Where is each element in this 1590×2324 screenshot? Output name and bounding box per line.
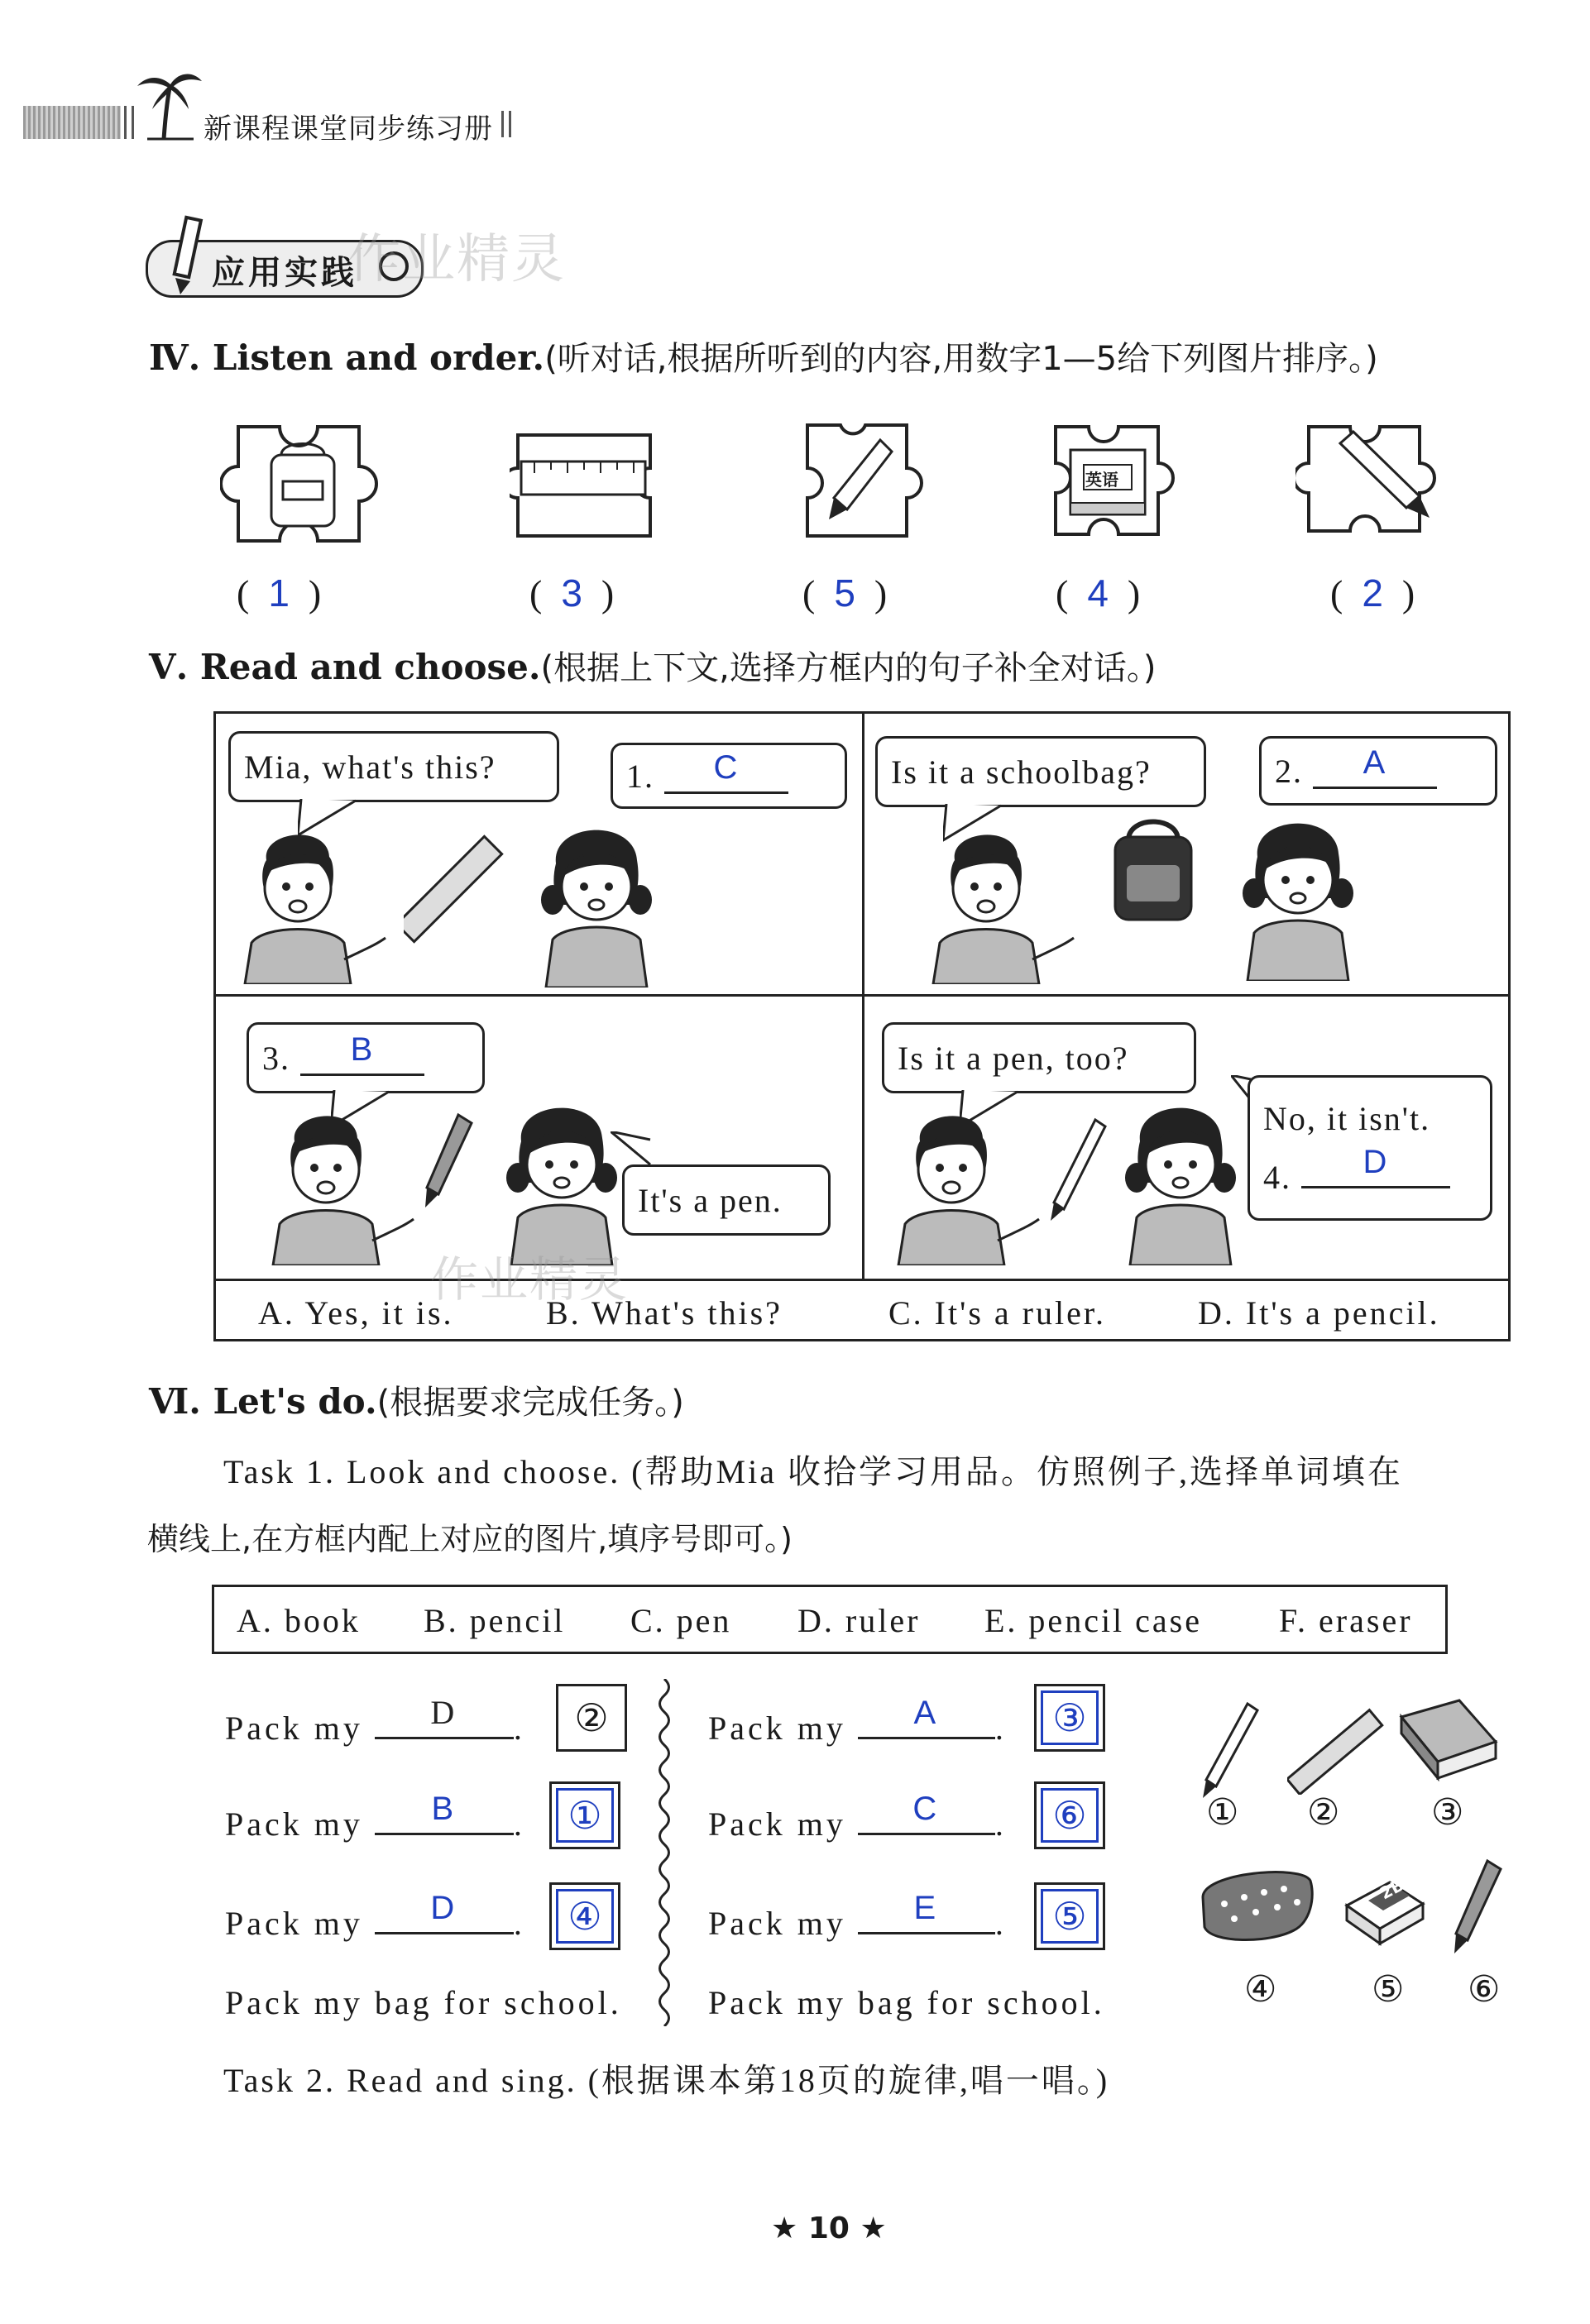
task2-line: Task 2. Read and sing. (根据课本第18页的旋律,唱一唱。) xyxy=(223,2062,1110,2099)
q4-title: Ⅳ. Listen and order. xyxy=(149,337,545,378)
header-gray-bar xyxy=(23,106,121,139)
pack-row-left-1: Pack my D . xyxy=(225,1694,525,1747)
picture-number: ⑥ xyxy=(1468,1968,1501,2011)
word-bank-e: E. pencil case xyxy=(984,1602,1202,1639)
boy-figure xyxy=(256,1108,422,1265)
girl-figure xyxy=(1236,807,1360,981)
q6-heading xyxy=(149,1376,684,1423)
panel3-reply-bubble: It's a pen. xyxy=(622,1164,831,1236)
answer-box-left-1: ② xyxy=(556,1684,627,1752)
q5-option-a: A. Yes, it is. xyxy=(258,1294,454,1332)
closing-line-right: Pack my bag for school. xyxy=(708,1984,1105,2021)
panel4-question-bubble: Is it a pen, too? xyxy=(882,1022,1196,1093)
section-badge-label: 应用实践 xyxy=(212,254,357,292)
ruler-icon xyxy=(404,827,520,951)
task1-line2: 横线上,在方框内配上对应的图片,填序号即可。) xyxy=(147,1521,793,1557)
q5-divider-h1 xyxy=(213,994,1511,997)
star-icon: ★ xyxy=(771,2212,798,2245)
answer-box-right-1: ③ xyxy=(1034,1684,1105,1752)
word-bank-b: B. pencil xyxy=(424,1602,566,1639)
q5-heading xyxy=(149,642,1156,689)
page-number: ★ 10 ★ xyxy=(771,2212,887,2245)
picture-number: ② xyxy=(1307,1791,1340,1834)
answer-box-right-3: ⑤ xyxy=(1034,1882,1105,1950)
book-cover-label: 英语 xyxy=(1085,470,1118,490)
q4-answer-3: ( 5 ) xyxy=(802,571,888,614)
schoolbag-icon xyxy=(1104,815,1203,923)
q6-instruction: (根据要求完成任务。) xyxy=(376,1384,684,1422)
panel4-reply-bubble: No, it isn't. 4. D xyxy=(1248,1075,1492,1221)
ruler-icon xyxy=(1287,1704,1386,1795)
pen-icon xyxy=(1446,1858,1504,1957)
word-bank-c: C. pen xyxy=(630,1602,732,1639)
pack-row-left-3: Pack my D . xyxy=(225,1890,525,1942)
q5-option-d: D. It's a pencil. xyxy=(1198,1294,1440,1332)
wavy-divider xyxy=(652,1679,677,2026)
boy-figure xyxy=(882,1108,1047,1265)
q4-heading xyxy=(149,332,1378,380)
eraser-label: 2B xyxy=(1377,1874,1408,1904)
q4-answer-5: ( 2 ) xyxy=(1330,571,1415,614)
answer-box-left-3: ④ xyxy=(549,1882,620,1950)
watermark-top: 作业精灵 xyxy=(347,229,566,290)
boy-figure xyxy=(917,827,1082,984)
answer-box-left-2: ① xyxy=(549,1781,620,1849)
picture-number: ④ xyxy=(1244,1968,1277,2011)
q5-instruction: (根据上下文,选择方框内的句子补全对话。) xyxy=(540,649,1157,687)
book-icon xyxy=(1393,1692,1501,1791)
q4-instruction: (听对话,根据所听到的内容,用数字1—5给下列图片排序。) xyxy=(544,340,1378,378)
q4-answer-4: ( 4 ) xyxy=(1056,571,1141,614)
word-bank-a: A. book xyxy=(237,1602,361,1639)
q5-option-b: B. What's this? xyxy=(546,1294,783,1332)
header-divider-right xyxy=(501,111,511,137)
q6-title: Ⅵ. Let's do. xyxy=(149,1381,377,1422)
pencil-icon xyxy=(1196,1700,1262,1800)
q5-divider-h2 xyxy=(213,1279,1511,1281)
closing-line-left: Pack my bag for school. xyxy=(225,1984,622,2021)
pack-row-right-2: Pack my C . xyxy=(708,1791,1007,1843)
pencil-case-icon xyxy=(1195,1864,1319,1947)
pen-icon xyxy=(417,1112,475,1211)
panel1-question-bubble: Mia, what's this? xyxy=(228,731,559,802)
pack-row-right-3: Pack my E . xyxy=(708,1890,1007,1942)
star-icon: ★ xyxy=(860,2212,887,2245)
q4-puzzle-schoolbag xyxy=(220,418,386,551)
girl-figure xyxy=(1118,1092,1243,1265)
pack-row-left-2: Pack my B . xyxy=(225,1791,525,1843)
panel3-question-bubble: 3. B xyxy=(247,1022,485,1093)
watermark-middle: 作业精灵 xyxy=(430,1251,630,1308)
q4-puzzle-pencil xyxy=(1295,410,1453,551)
q5-title: Ⅴ. Read and choose. xyxy=(149,647,541,687)
word-bank-f: F. eraser xyxy=(1279,1602,1413,1639)
girl-figure xyxy=(500,1092,624,1265)
q4-answer-2: ( 3 ) xyxy=(529,571,615,614)
boy-figure xyxy=(228,827,394,984)
panel2-question-bubble: Is it a schoolbag? xyxy=(875,736,1206,807)
pack-row-right-1: Pack my A . xyxy=(708,1695,1007,1747)
q4-puzzle-ruler xyxy=(510,418,667,551)
book-title: 新课程课堂同步练习册 xyxy=(204,112,493,146)
palm-tree-icon xyxy=(131,66,205,142)
panel1-answer-bubble: 1. C xyxy=(611,743,847,809)
pencil-badge-icon xyxy=(162,213,212,296)
task1-line1: Task 1. Look and choose. (帮助Mia 收拾学习用品。仿照例子,选择单词填在 xyxy=(223,1453,1403,1490)
picture-number: ⑤ xyxy=(1372,1968,1405,2011)
answer-box-right-2: ⑥ xyxy=(1034,1781,1105,1849)
q5-option-c: C. It's a ruler. xyxy=(888,1294,1106,1332)
q4-answer-1: ( 1 ) xyxy=(237,571,322,614)
picture-number: ① xyxy=(1206,1791,1239,1834)
q4-puzzle-pen xyxy=(783,410,923,551)
pencil-icon xyxy=(1044,1117,1110,1224)
panel2-answer-bubble: 2. A xyxy=(1259,736,1497,806)
picture-number: ③ xyxy=(1431,1791,1464,1834)
girl-figure xyxy=(534,814,659,987)
word-bank-d: D. ruler xyxy=(797,1602,921,1639)
